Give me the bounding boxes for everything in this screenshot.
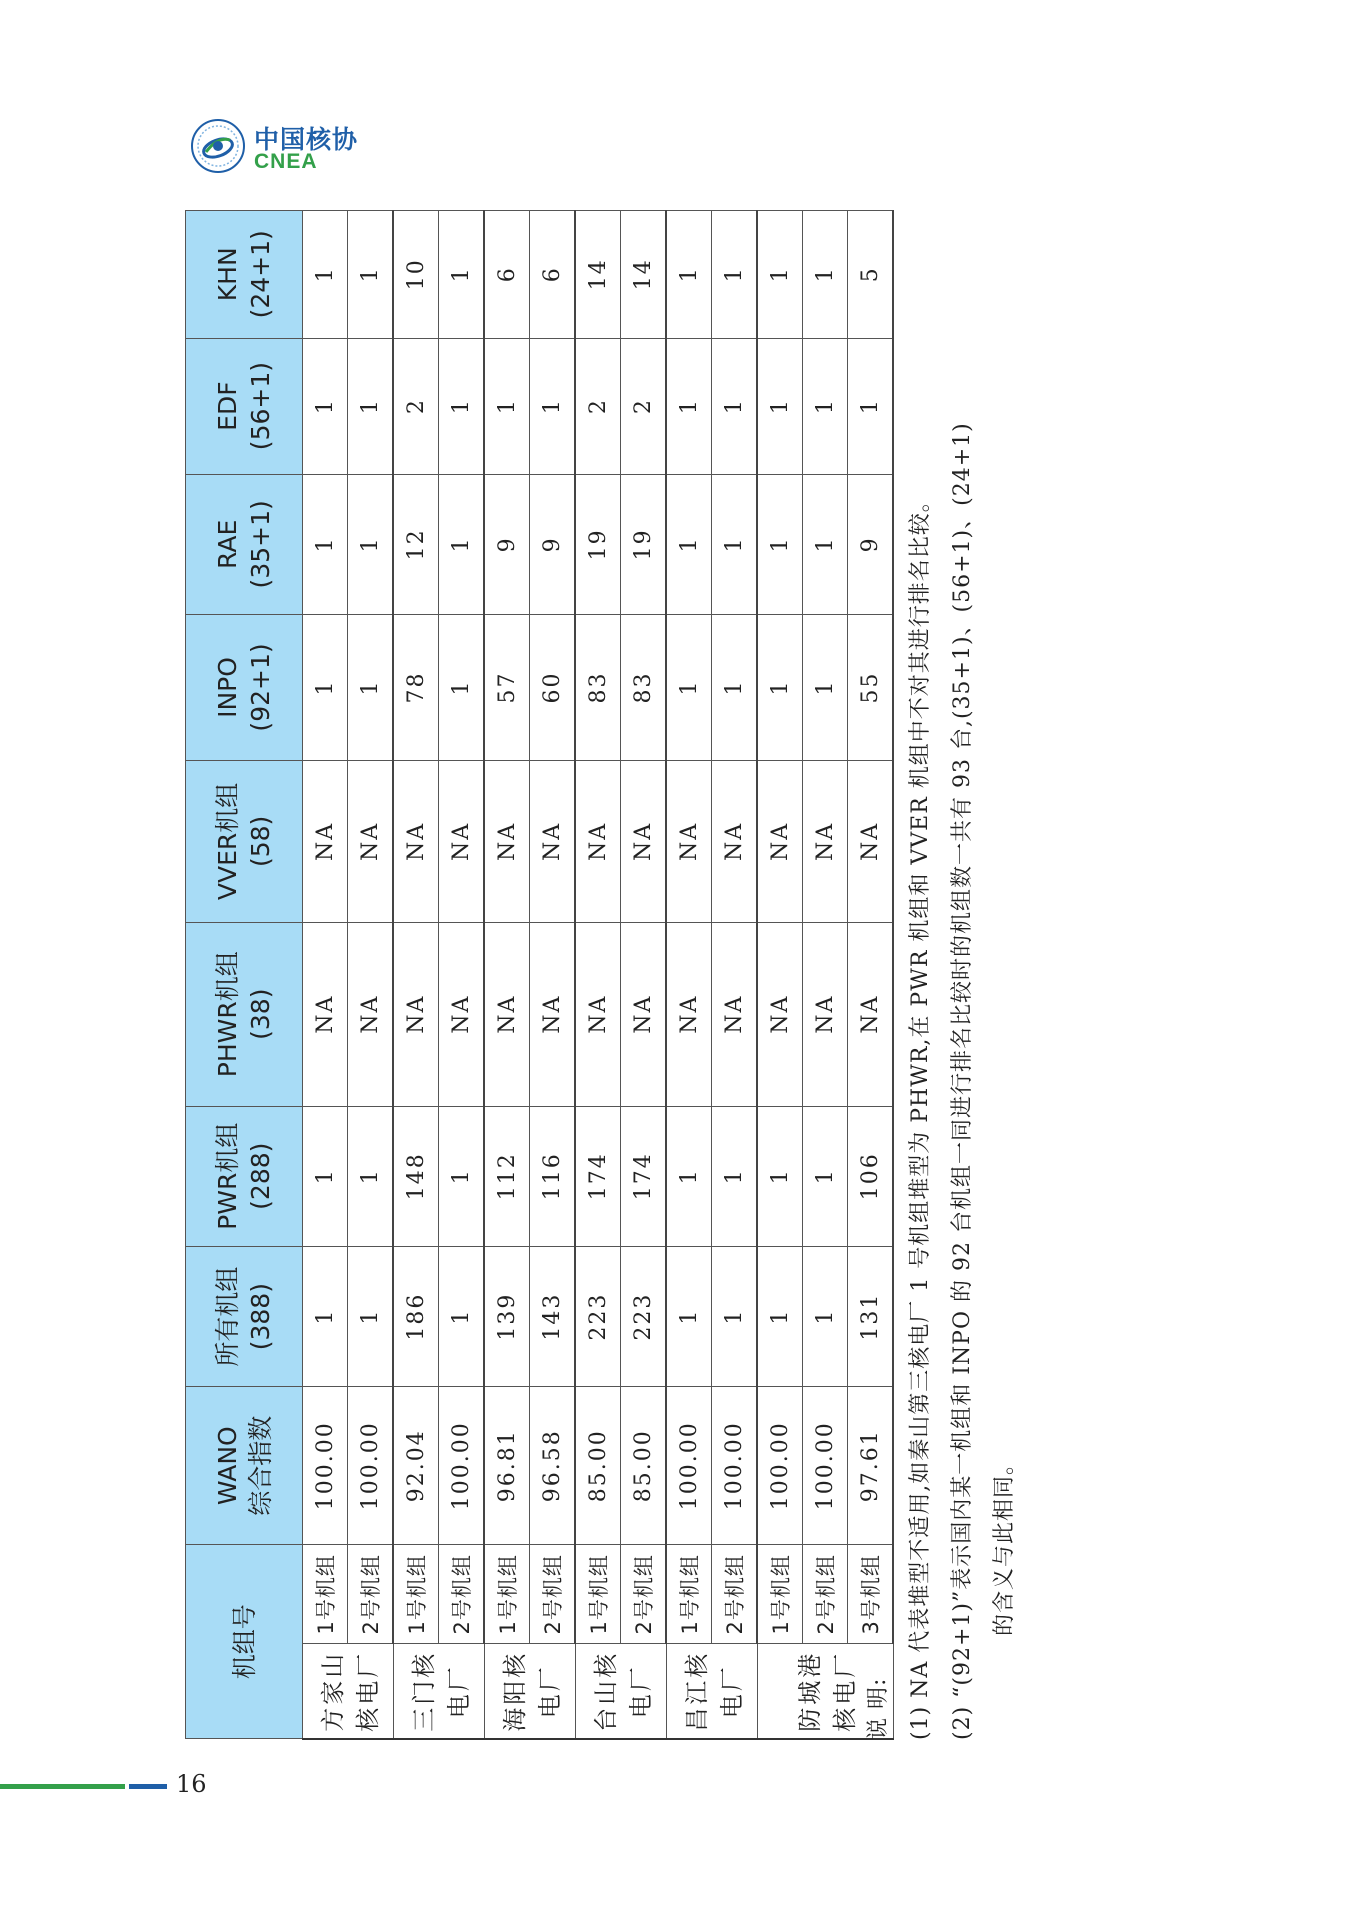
wano-cell: 100.00 xyxy=(439,1387,485,1545)
wano-cell: 100.00 xyxy=(757,1387,803,1545)
vver-cell: NA xyxy=(439,760,485,922)
edf-cell: 2 xyxy=(621,338,667,474)
rae-cell: 1 xyxy=(439,474,485,614)
pwr-cell: 174 xyxy=(575,1106,621,1246)
rae-cell: 12 xyxy=(393,474,439,614)
unit-cell: 1号机组 xyxy=(484,1545,530,1644)
logo-chinese-text: 中国核协 xyxy=(254,125,359,154)
table-row xyxy=(393,211,439,1740)
page-number: 16 xyxy=(176,1770,207,1798)
inpo-cell: 83 xyxy=(575,615,621,761)
inpo-cell: 1 xyxy=(666,615,712,761)
edf-cell: 2 xyxy=(575,338,621,474)
table-row xyxy=(484,211,530,1740)
header-rae: RAE (35+1) xyxy=(186,474,303,614)
header-vver: VVER机组 (58) xyxy=(186,760,303,922)
wano-cell: 100.00 xyxy=(803,1387,848,1545)
wano-cell: 100.00 xyxy=(303,1387,348,1545)
all-cell: 139 xyxy=(484,1246,530,1386)
header-phwr: PHWR机组 (38) xyxy=(186,922,303,1106)
plant-name: 方家山核电厂 xyxy=(303,1644,394,1739)
phwr-cell: NA xyxy=(621,922,667,1106)
all-cell: 1 xyxy=(439,1246,485,1386)
rae-cell: 19 xyxy=(575,474,621,614)
wano-cell: 100.00 xyxy=(348,1387,394,1545)
page-bar-green xyxy=(0,1784,125,1789)
edf-cell: 1 xyxy=(439,338,485,474)
table-row xyxy=(712,211,758,1740)
header-wano: WANO 综合指数 xyxy=(186,1387,303,1545)
note-2: (2) “(92+1)”表示国内某一机组和 INPO 的 92 台机组一同进行排名比较时的机组数一共有 93 台,(35+1)、(56+1)、(24+1) xyxy=(950,422,975,1740)
khn-cell: 6 xyxy=(530,211,576,339)
unit-cell: 1号机组 xyxy=(666,1545,712,1644)
phwr-cell: NA xyxy=(530,922,576,1106)
edf-cell: 1 xyxy=(303,338,348,474)
all-cell: 1 xyxy=(348,1246,394,1386)
phwr-cell: NA xyxy=(484,922,530,1106)
all-cell: 1 xyxy=(712,1246,758,1386)
edf-cell: 1 xyxy=(712,338,758,474)
ranking-table xyxy=(185,210,894,1740)
pwr-cell: 148 xyxy=(393,1106,439,1246)
header-khn: KHN (24+1) xyxy=(186,211,303,339)
table-row xyxy=(666,211,712,1740)
note-1: (1) NA 代表堆型不适用,如秦山第三核电厂 1 号机组堆型为 PHWR,在 PWR 机组和 VVER 机组中不对其进行排名比较。 xyxy=(908,489,933,1740)
page-bar-blue xyxy=(129,1784,167,1789)
edf-cell: 1 xyxy=(803,338,848,474)
unit-cell: 1号机组 xyxy=(575,1545,621,1644)
table-row xyxy=(757,211,803,1740)
table-row xyxy=(303,211,348,1740)
unit-cell: 2号机组 xyxy=(621,1545,667,1644)
inpo-cell: 1 xyxy=(803,615,848,761)
table-header-row xyxy=(186,211,303,1740)
pwr-cell: 1 xyxy=(803,1106,848,1246)
rae-cell: 9 xyxy=(530,474,576,614)
wano-cell: 92.04 xyxy=(393,1387,439,1545)
inpo-cell: 1 xyxy=(303,615,348,761)
header-edf: EDF (56+1) xyxy=(186,338,303,474)
plant-name: 海阳核电厂 xyxy=(484,1644,575,1739)
pwr-cell: 1 xyxy=(712,1106,758,1246)
khn-cell: 1 xyxy=(757,211,803,339)
pwr-cell: 1 xyxy=(303,1106,348,1246)
pwr-cell: 1 xyxy=(666,1106,712,1246)
vver-cell: NA xyxy=(530,760,576,922)
notes-title: 说 明: xyxy=(866,1677,891,1740)
rae-cell: 1 xyxy=(803,474,848,614)
phwr-cell: NA xyxy=(393,922,439,1106)
plant-name: 台山核电厂 xyxy=(575,1644,666,1739)
khn-cell: 1 xyxy=(348,211,394,339)
edf-cell: 1 xyxy=(666,338,712,474)
wano-cell: 100.00 xyxy=(712,1387,758,1545)
all-cell: 1 xyxy=(303,1246,348,1386)
unit-cell: 2号机组 xyxy=(530,1545,576,1644)
header-unit-no: 机组号 xyxy=(186,1545,303,1739)
cnea-logo xyxy=(190,118,490,178)
pwr-cell: 1 xyxy=(757,1106,803,1246)
phwr-cell: NA xyxy=(666,922,712,1106)
khn-cell: 1 xyxy=(803,211,848,339)
inpo-cell: 1 xyxy=(757,615,803,761)
unit-cell: 1号机组 xyxy=(393,1545,439,1644)
rae-cell: 1 xyxy=(348,474,394,614)
khn-cell: 1 xyxy=(712,211,758,339)
edf-cell: 1 xyxy=(848,338,894,474)
rae-cell: 1 xyxy=(303,474,348,614)
vver-cell: NA xyxy=(666,760,712,922)
all-cell: 1 xyxy=(803,1246,848,1386)
pwr-cell: 1 xyxy=(348,1106,394,1246)
edf-cell: 1 xyxy=(757,338,803,474)
pwr-cell: 106 xyxy=(848,1106,894,1246)
vver-cell: NA xyxy=(393,760,439,922)
wano-cell: 97.61 xyxy=(848,1387,894,1545)
all-cell: 1 xyxy=(757,1246,803,1386)
inpo-cell: 83 xyxy=(621,615,667,761)
all-cell: 223 xyxy=(575,1246,621,1386)
khn-cell: 1 xyxy=(439,211,485,339)
all-cell: 223 xyxy=(621,1246,667,1386)
header-all-units: 所有机组 (388) xyxy=(186,1246,303,1386)
inpo-cell: 1 xyxy=(348,615,394,761)
table-row xyxy=(530,211,576,1740)
rae-cell: 9 xyxy=(484,474,530,614)
unit-cell: 2号机组 xyxy=(803,1545,848,1644)
rae-cell: 1 xyxy=(666,474,712,614)
phwr-cell: NA xyxy=(712,922,758,1106)
vver-cell: NA xyxy=(803,760,848,922)
edf-cell: 1 xyxy=(530,338,576,474)
phwr-cell: NA xyxy=(848,922,894,1106)
phwr-cell: NA xyxy=(575,922,621,1106)
table-row xyxy=(621,211,667,1740)
unit-cell: 2号机组 xyxy=(712,1545,758,1644)
khn-cell: 1 xyxy=(303,211,348,339)
vver-cell: NA xyxy=(712,760,758,922)
phwr-cell: NA xyxy=(757,922,803,1106)
pwr-cell: 174 xyxy=(621,1106,667,1246)
edf-cell: 1 xyxy=(348,338,394,474)
inpo-cell: 55 xyxy=(848,615,894,761)
header-inpo: INPO (92+1) xyxy=(186,615,303,761)
unit-cell: 2号机组 xyxy=(348,1545,394,1644)
phwr-cell: NA xyxy=(303,922,348,1106)
header-pwr: PWR机组 (288) xyxy=(186,1106,303,1246)
khn-cell: 6 xyxy=(484,211,530,339)
all-cell: 143 xyxy=(530,1246,576,1386)
table-notes xyxy=(858,210,1018,1740)
rae-cell: 9 xyxy=(848,474,894,614)
khn-cell: 1 xyxy=(666,211,712,339)
vver-cell: NA xyxy=(348,760,394,922)
unit-cell: 2号机组 xyxy=(439,1545,485,1644)
rae-cell: 19 xyxy=(621,474,667,614)
inpo-cell: 1 xyxy=(712,615,758,761)
vver-cell: NA xyxy=(757,760,803,922)
unit-cell: 3号机组 xyxy=(848,1545,894,1644)
phwr-cell: NA xyxy=(803,922,848,1106)
khn-cell: 14 xyxy=(575,211,621,339)
table-row xyxy=(803,211,848,1740)
vver-cell: NA xyxy=(484,760,530,922)
table-row xyxy=(575,211,621,1740)
inpo-cell: 57 xyxy=(484,615,530,761)
wano-cell: 85.00 xyxy=(575,1387,621,1545)
phwr-cell: NA xyxy=(439,922,485,1106)
all-cell: 1 xyxy=(666,1246,712,1386)
wano-cell: 85.00 xyxy=(621,1387,667,1545)
unit-cell: 1号机组 xyxy=(757,1545,803,1644)
plant-name: 防城港核电厂 xyxy=(757,1644,893,1739)
khn-cell: 10 xyxy=(393,211,439,339)
pwr-cell: 116 xyxy=(530,1106,576,1246)
wano-cell: 100.00 xyxy=(666,1387,712,1545)
wano-cell: 96.81 xyxy=(484,1387,530,1545)
pwr-cell: 1 xyxy=(439,1106,485,1246)
unit-cell: 1号机组 xyxy=(303,1545,348,1644)
khn-cell: 5 xyxy=(848,211,894,339)
vver-cell: NA xyxy=(303,760,348,922)
vver-cell: NA xyxy=(621,760,667,922)
all-cell: 131 xyxy=(848,1246,894,1386)
plant-name: 昌江核电厂 xyxy=(666,1644,757,1739)
table-row xyxy=(348,211,394,1740)
edf-cell: 1 xyxy=(484,338,530,474)
vver-cell: NA xyxy=(848,760,894,922)
rae-cell: 1 xyxy=(757,474,803,614)
pwr-cell: 112 xyxy=(484,1106,530,1246)
plant-name: 三门核电厂 xyxy=(393,1644,484,1739)
inpo-cell: 78 xyxy=(393,615,439,761)
phwr-cell: NA xyxy=(348,922,394,1106)
table-row xyxy=(439,211,485,1740)
edf-cell: 2 xyxy=(393,338,439,474)
wano-cell: 96.58 xyxy=(530,1387,576,1545)
rae-cell: 1 xyxy=(712,474,758,614)
logo-english-text: CNEA xyxy=(254,150,318,173)
khn-cell: 14 xyxy=(621,211,667,339)
note-2-continuation: 的含义与此相同。 xyxy=(992,1451,1017,1636)
inpo-cell: 60 xyxy=(530,615,576,761)
cnea-emblem-icon xyxy=(190,118,246,174)
vver-cell: NA xyxy=(575,760,621,922)
all-cell: 186 xyxy=(393,1246,439,1386)
inpo-cell: 1 xyxy=(439,615,485,761)
